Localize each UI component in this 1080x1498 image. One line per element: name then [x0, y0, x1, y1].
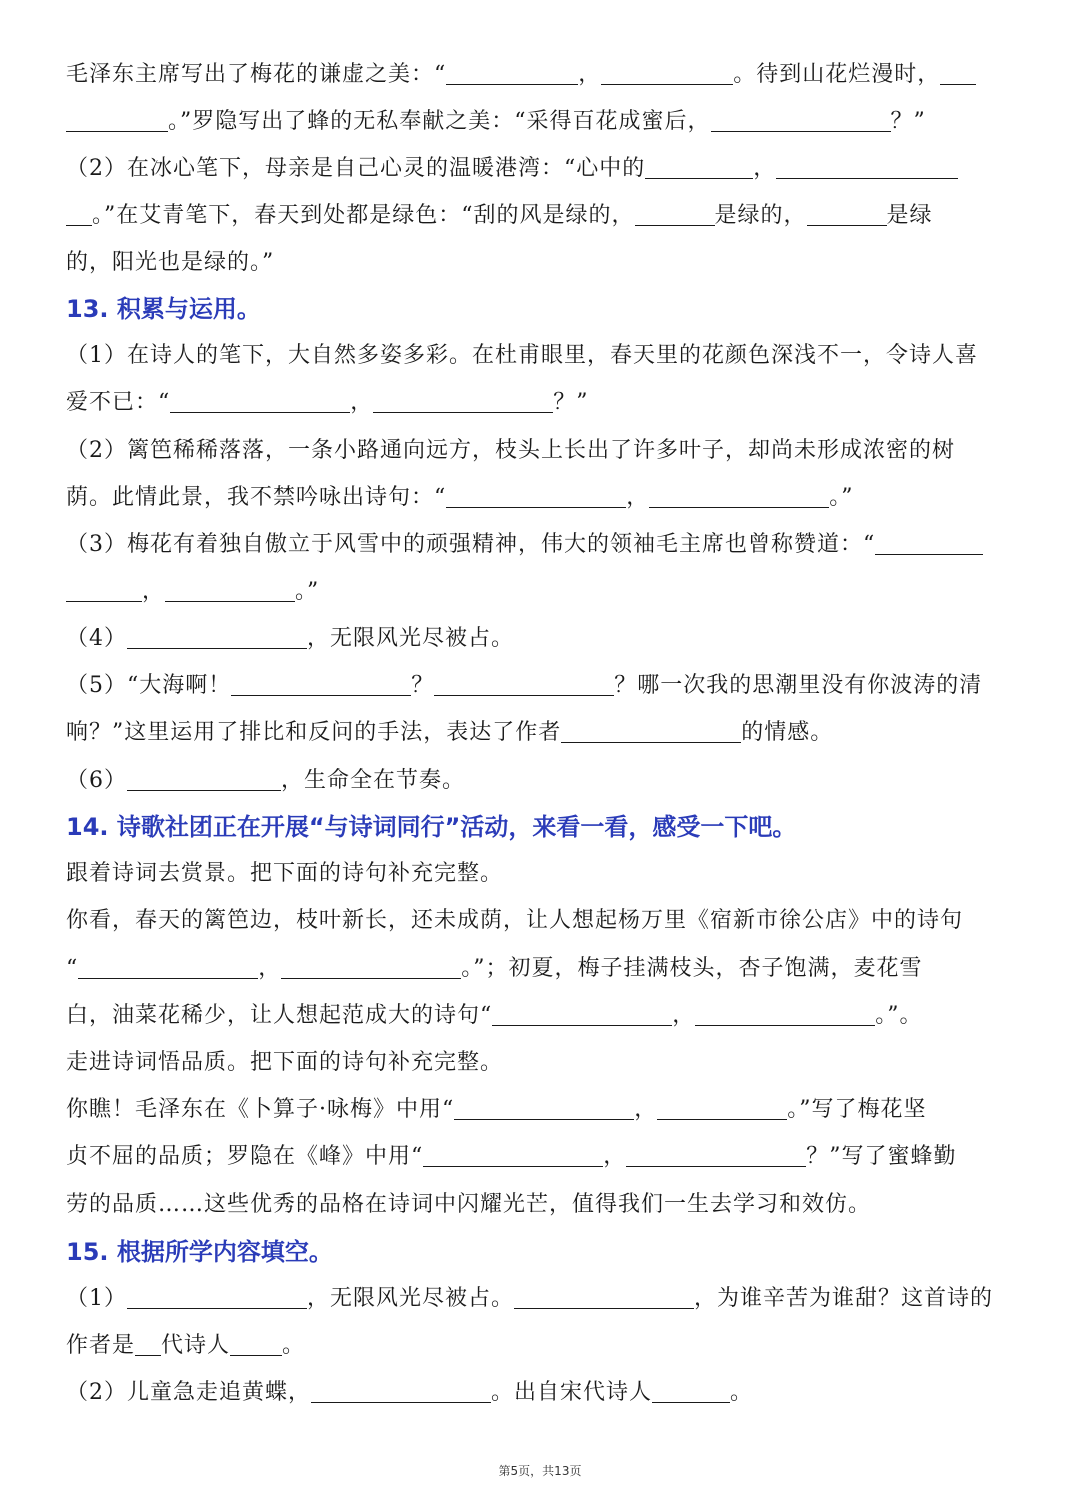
- answer-blank[interactable]: [165, 579, 295, 602]
- text-line: 贞不屈的品质；罗隐在《峰》中用“ ， ？”写了蜜蜂勤: [66, 1144, 957, 1169]
- text-line: 劳的品质……这些优秀的品格在诗词中闪耀光芒，值得我们一生去学习和效仿。: [66, 1192, 872, 1217]
- text-line: （1）在诗人的笔下，大自然多姿多彩。在杜甫眼里，春天里的花颜色深浅不一，令诗人喜: [66, 343, 979, 368]
- answer-blank[interactable]: [695, 1003, 875, 1026]
- answer-blank[interactable]: [601, 62, 733, 85]
- answer-blank[interactable]: [423, 1144, 603, 1167]
- answer-blank[interactable]: [66, 109, 168, 132]
- page-number: 第5页，共13页: [498, 1464, 582, 1478]
- answer-blank[interactable]: [135, 1333, 161, 1356]
- text-line: 响？”这里运用了排比和反问的手法，表达了作者 的情感。: [66, 720, 834, 745]
- answer-blank[interactable]: [657, 1097, 787, 1120]
- text-line: （4） ，无限风光尽被占。: [66, 626, 515, 651]
- answer-blank[interactable]: [454, 1097, 634, 1120]
- text-line: （2）在冰心笔下，母亲是自己心灵的温暖港湾：“心中的 ，: [66, 154, 1016, 184]
- answer-blank[interactable]: [446, 485, 626, 508]
- text-line: （2）篱笆稀稀落落，一条小路通向远方，枝头上长出了许多叶子，却尚未形成浓密的树: [66, 438, 955, 463]
- text-line: （1） ，无限风光尽被占。 ，为谁辛苦为谁甜？这首诗的: [66, 1286, 994, 1311]
- text-line: 你瞧！毛泽东在《卜算子·咏梅》中用“ ， 。”写了梅花坚: [66, 1097, 927, 1122]
- answer-blank[interactable]: [561, 720, 741, 743]
- text-line: 。”在艾青笔下，春天到处都是绿色：“刮的风是绿的， 是绿的， 是绿: [66, 201, 1016, 231]
- answer-blank[interactable]: [446, 62, 578, 85]
- answer-blank[interactable]: [940, 62, 976, 85]
- answer-blank[interactable]: [230, 1333, 282, 1356]
- text-line: ， 。”: [66, 577, 1016, 607]
- answer-blank[interactable]: [626, 1144, 806, 1167]
- answer-blank[interactable]: [652, 1380, 730, 1403]
- question-14-title: 14. 诗歌社团正在开展“与诗词同行”活动，来看一看，感受一下吧。: [66, 813, 797, 841]
- text-line: 作者是 代诗人 。: [66, 1333, 306, 1358]
- answer-blank[interactable]: [373, 390, 553, 413]
- question-13-title: 13. 积累与运用。: [66, 295, 261, 323]
- text-line: （2）儿童急走追黄蝶， 。出自宋代诗人 。: [66, 1380, 754, 1405]
- answer-blank[interactable]: [127, 626, 307, 649]
- text-line: 爱不已：“ ， ？”: [66, 390, 589, 415]
- answer-blank[interactable]: [66, 203, 92, 226]
- answer-blank[interactable]: [78, 956, 258, 979]
- text-line: 你看，春天的篱笆边，枝叶新长，还未成荫，让人想起杨万里《宿新市徐公店》中的诗句: [66, 908, 964, 933]
- answer-blank[interactable]: [281, 956, 461, 979]
- answer-blank[interactable]: [711, 109, 891, 132]
- text-line: 毛泽东主席写出了梅花的谦虚之美：“ ， 。待到山花烂漫时，: [66, 60, 1016, 90]
- text-line: 走进诗词悟品质。把下面的诗句补充完整。: [66, 1050, 504, 1075]
- answer-blank[interactable]: [66, 579, 142, 602]
- text-line: 。”罗隐写出了蜂的无私奉献之美：“采得百花成蜜后， ？”: [66, 107, 1016, 137]
- answer-blank[interactable]: [776, 156, 958, 179]
- text-line: 荫。此情此景，我不禁吟咏出诗句：“ ， 。”: [66, 485, 854, 510]
- answer-blank[interactable]: [645, 156, 753, 179]
- answer-blank[interactable]: [492, 1003, 672, 1026]
- answer-blank[interactable]: [231, 673, 411, 696]
- text-line: “ ， 。”；初夏，梅子挂满枝头，杏子饱满，麦花雪: [66, 956, 923, 981]
- answer-blank[interactable]: [514, 1286, 694, 1309]
- answer-blank[interactable]: [311, 1380, 491, 1403]
- text-line: 的，阳光也是绿的。”: [66, 250, 275, 275]
- answer-blank[interactable]: [807, 203, 887, 226]
- answer-blank[interactable]: [127, 768, 281, 791]
- text-line: （3）梅花有着独自傲立于风雪中的顽强精神，伟大的领袖毛主席也曾称赞道：“: [66, 530, 1016, 560]
- question-15-title: 15. 根据所学内容填空。: [66, 1238, 333, 1266]
- answer-blank[interactable]: [170, 390, 350, 413]
- answer-blank[interactable]: [635, 203, 715, 226]
- answer-blank[interactable]: [434, 673, 614, 696]
- answer-blank[interactable]: [127, 1286, 307, 1309]
- text-line: （6） ，生命全在节奏。: [66, 768, 466, 793]
- text-line: 跟着诗词去赏景。把下面的诗句补充完整。: [66, 861, 504, 886]
- answer-blank[interactable]: [649, 485, 829, 508]
- text-line: 白，油菜花稀少，让人想起范成大的诗句“ ， 。”。: [66, 1003, 923, 1028]
- text-line: （5）“大海啊！ ？ ？哪一次我的思潮里没有你波涛的清: [66, 673, 983, 698]
- answer-blank[interactable]: [875, 532, 983, 555]
